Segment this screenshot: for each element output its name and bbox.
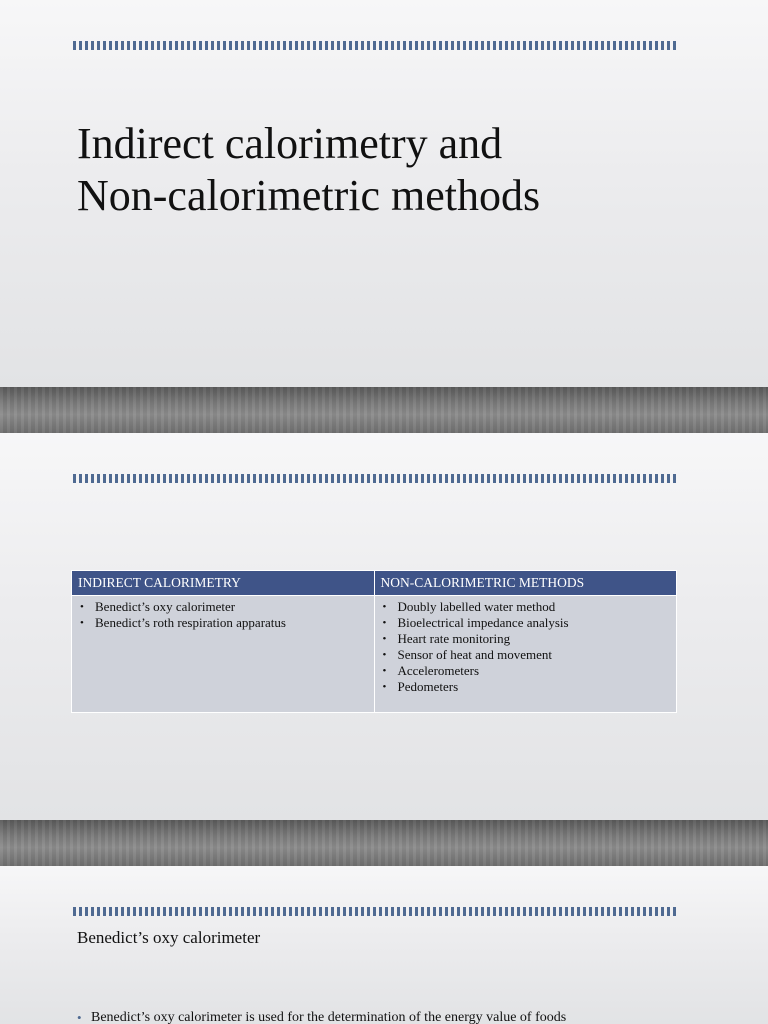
list-item: • Benedict’s oxy calorimeter [78,599,368,615]
slide-heading: Benedict’s oxy calorimeter [77,928,261,947]
title-line-2: Non-calorimetric methods [77,171,541,220]
bullet-list [77,1009,717,1024]
decorative-stripe [73,41,677,50]
slide-title-heading [77,118,697,222]
list-item: • Heart rate monitoring [381,631,671,647]
indirect-calorimetry-list [78,599,368,631]
decorative-stripe [73,474,677,483]
indirect-calorimetry-cell [72,596,375,713]
title-line-1: Indirect calorimetry and [77,119,503,168]
list-item: • Benedict’s oxy calorimeter is used for the determination of the energy value of foods [77,1009,717,1024]
table-header-row [72,571,677,596]
list-item: • Benedict’s roth respiration apparatus [78,615,368,631]
decorative-stripe [73,907,677,916]
list-item: • Accelerometers [381,663,671,679]
list-item: • Bioelectrical impedance analysis [381,615,671,631]
header-non-calorimetric-methods: NON-CALORIMETRIC METHODS [374,571,677,596]
table-row [72,596,677,713]
slide-divider-floor [0,387,768,433]
slide-benedicts-oxy-calorimeter [0,866,768,1024]
slide-title [0,0,768,387]
non-calorimetric-list [381,599,671,695]
header-indirect-calorimetry: INDIRECT CALORIMETRY [72,571,375,596]
methods-table [71,570,677,713]
slide-methods-table [0,433,768,820]
slide-divider-floor [0,820,768,866]
list-item: • Sensor of heat and movement [381,647,671,663]
list-item: • Pedometers [381,679,671,695]
non-calorimetric-cell [374,596,677,713]
list-item: • Doubly labelled water method [381,599,671,615]
